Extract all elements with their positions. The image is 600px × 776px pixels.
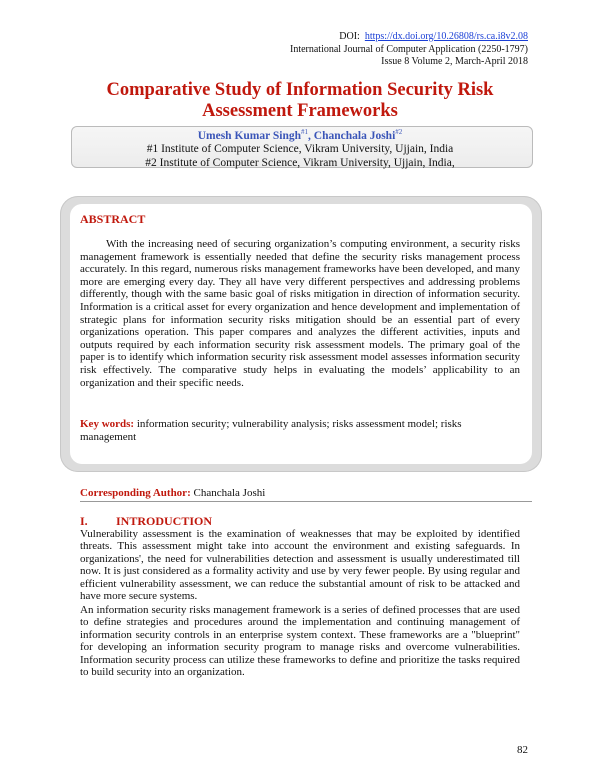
author-line (0, 128, 600, 142)
keywords (80, 418, 520, 444)
author-separator: , (308, 129, 314, 142)
author-1-sup: #1 (301, 128, 309, 136)
corresponding-author (80, 487, 265, 499)
page-number: 82 (517, 744, 528, 756)
doi-link[interactable]: https://dx.doi.org/10.26808/rs.ca.i8v2.08 (364, 31, 528, 42)
divider (80, 501, 532, 502)
keywords-label: Key words: (80, 418, 135, 430)
journal-name: International Journal of Computer Application (2250-1797) (289, 44, 528, 55)
affiliation-1: #1 Institute of Computer Science, Vikram University, Ujjain, India (146, 143, 454, 155)
author-2: Chanchala Joshi (313, 129, 396, 142)
corresponding-label: Corresponding Author: (80, 487, 191, 499)
corresponding-name: Chanchala Joshi (190, 487, 266, 499)
author-2-sup: #2 (395, 128, 403, 136)
affiliation-2: #2 Institute of Computer Science, Vikram University, Ujjain, India, (145, 157, 455, 169)
title-line-2: Assessment Frameworks (202, 101, 398, 121)
author-1: Umesh Kumar Singh (197, 129, 302, 142)
intro-paragraph-1: Vulnerability assessment is the examination of weaknesses that may be exploited by identified threats. This assessment might take into account the environment and existing safeguards. In organizations', the need for vulnerabilities detection and assessment is usually underestimated till now. It is just considered as a formality activity and use by very fewer people. By using regular and efficient vulnerability assessment, we can reduce the substantial amount of risk to be attacked and have more secure systems. (80, 528, 520, 603)
doi-label: DOI: (339, 31, 360, 42)
intro-paragraph-2: An information security risks management framework is a series of defined processes that are used to define strategies and procedures around the implementation and continuing management of information security controls in an enterprise system context. These frameworks are a "blueprint" for developing an information security program to manage risks and overcome vulnerabilities. Information security process can utilize these frameworks to define and prioritize the tasks required to build security into an organization. (80, 604, 520, 679)
abstract-text: With the increasing need of securing organization’s computing environment, a security risks management framework is essentially needed that define the security risks management process accurately. In this regard, numerous risks management frameworks have been developed, and many more are emerging every day. They all have very different perspectives and addressing problems differently, though with the same basic goal of risks mitigation in direction of information security. Information is a critical asset for every organization and hence development and implementation of strategic plans for information security risks mitigation should be an essential part of every organizations operation. This paper compares and analyzes the different activities, inputs and outputs required by each information security risk assessment models. The primary goal of the paper is to identify which information security risk assessment model assesses information security risk effectively. The comparative study helps in evaluating the models’ applicability to an organization and their specific needs. (80, 238, 520, 389)
abstract-heading: ABSTRACT (80, 212, 146, 226)
issue-info: Issue 8 Volume 2, March-April 2018 (381, 56, 528, 67)
section-number: I. (80, 514, 88, 528)
doi-line (339, 31, 528, 43)
keywords-text: information security; vulnerability analysis; risks assessment model; risks management (80, 418, 462, 443)
section-title: INTRODUCTION (116, 514, 213, 528)
paper-title (0, 80, 600, 122)
title-line-1: Comparative Study of Information Security Risk (106, 80, 494, 100)
section-heading-introduction (80, 514, 212, 529)
